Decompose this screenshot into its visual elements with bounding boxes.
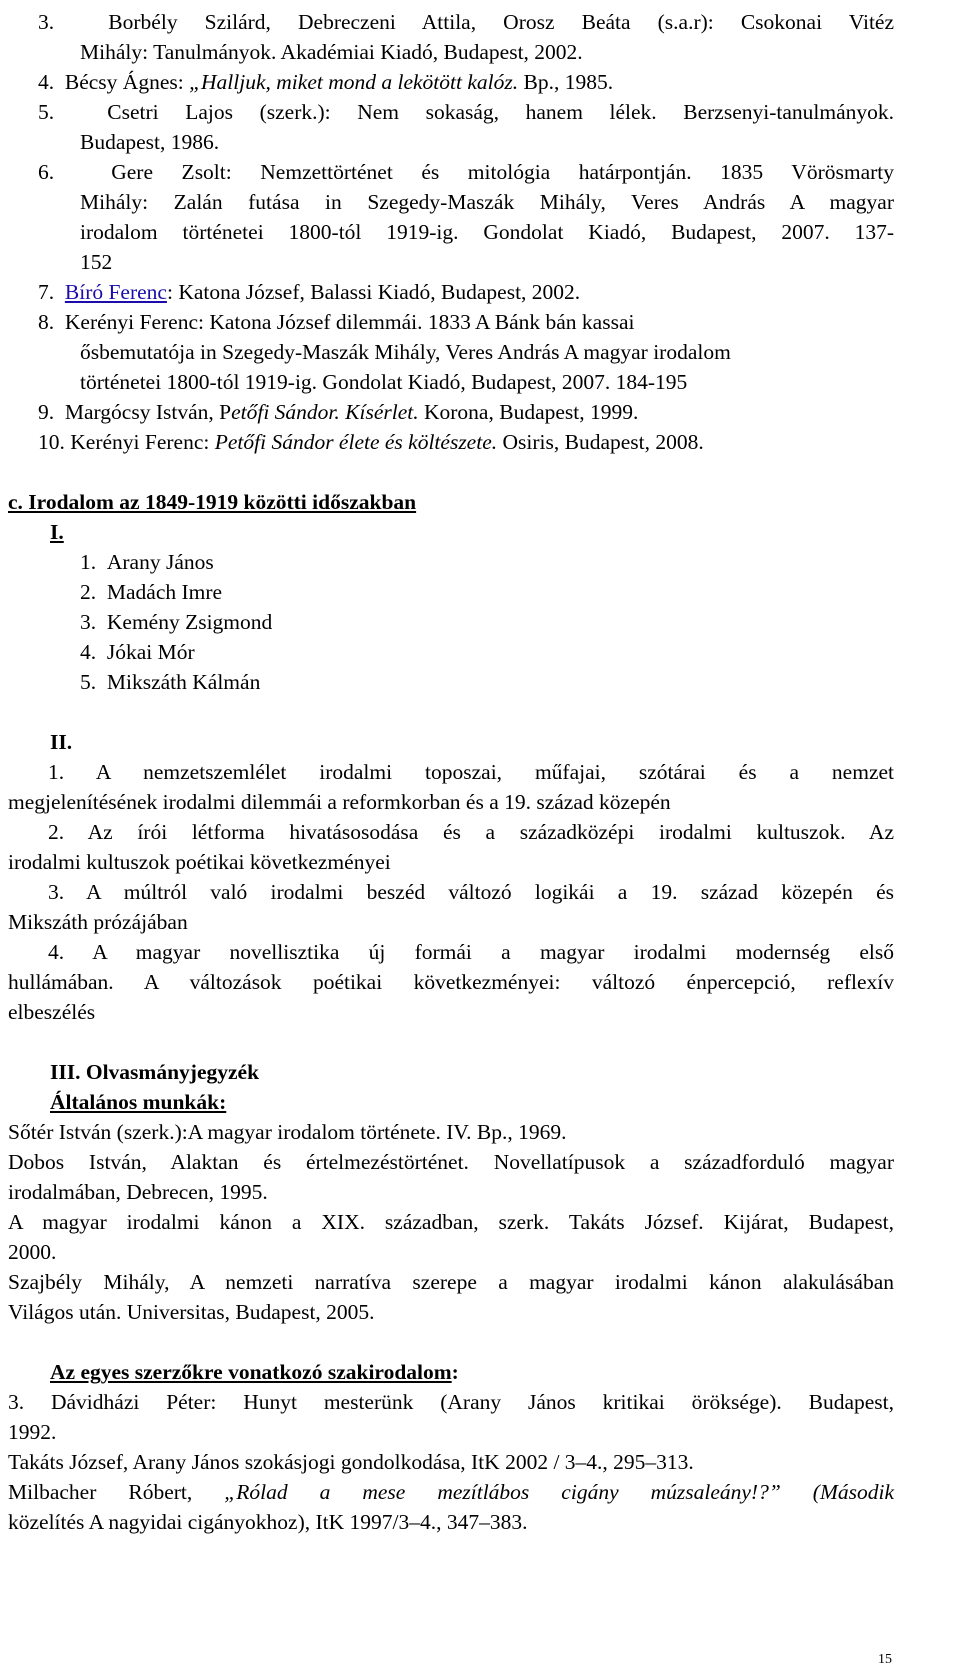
list-item: 2. Madách Imre bbox=[80, 580, 223, 604]
list-item: 10. Kerényi Ferenc: Petőfi Sándor élete és költészete. Osiris, Budapest, 2008. bbox=[38, 430, 704, 454]
list-item: 3. Kemény Zsigmond bbox=[80, 610, 273, 634]
list-item-continuation: irodalom történetei 1800-tól 1919-ig. Gondolat Kiadó, Budapest, 2007. 137- bbox=[80, 220, 894, 244]
reference-continuation: 2000. bbox=[8, 1240, 57, 1264]
list-item: 7. Bíró Ferenc: Katona József, Balassi Kiadó, Budapest, 2002. bbox=[38, 280, 581, 304]
reference-item: Dobos István, Alaktan és értelmezéstörténet. Novellatípusok a századforduló magyar bbox=[8, 1150, 894, 1174]
reference-item: A magyar irodalmi kánon a XIX. században, szerk. Takáts József. Kijárat, Budapest, bbox=[8, 1210, 894, 1234]
part-label: II. bbox=[50, 730, 73, 754]
section-heading: c. Irodalom az 1849-1919 közötti időszakban bbox=[8, 490, 417, 514]
reference-continuation: közelítés A nagyidai cigányokhoz), ItK 1997/3–4., 347–383. bbox=[8, 1510, 528, 1534]
topic-continuation: megjelenítésének irodalmi dilemmái a reformkorban és a 19. század közepén bbox=[8, 790, 671, 814]
list-item-continuation: Mihály: Tanulmányok. Akadémiai Kiadó, Budapest, 2002. bbox=[80, 40, 583, 64]
topic-item: 4. A magyar novellisztika új formái a magyar irodalmi modernség első bbox=[48, 940, 894, 964]
topic-item: 3. A múltról való irodalmi beszéd változó logikái a 19. század közepén és bbox=[48, 880, 894, 904]
reference-item: Szajbély Mihály, A nemzeti narratíva szerepe a magyar irodalmi kánon alakulásában bbox=[8, 1270, 894, 1294]
page-number: 15 bbox=[878, 1652, 892, 1667]
list-item-continuation: 152 bbox=[80, 250, 113, 274]
author-link[interactable]: Bíró Ferenc bbox=[64, 280, 167, 304]
list-item: 1. Arany János bbox=[80, 550, 214, 574]
reference-item: Milbacher Róbert, „Rólad a mese mezítlábos cigány múzsaleány!?” (Második bbox=[8, 1480, 895, 1504]
topic-item: 2. Az írói létforma hivatásosodása és a századközépi irodalmi kultuszok. Az bbox=[48, 820, 894, 844]
topic-continuation: elbeszélés bbox=[8, 1000, 96, 1024]
reference-item: Sőtér István (szerk.):A magyar irodalom története. IV. Bp., 1969. bbox=[8, 1120, 567, 1144]
list-item: 9. Margócsy István, Petőfi Sándor. Kísérlet. Korona, Budapest, 1999. bbox=[38, 400, 639, 424]
list-item-continuation: történetei 1800-tól 1919-ig. Gondolat Kiadó, Budapest, 2007. 184-195 bbox=[80, 370, 688, 394]
list-item-continuation: ősbemutatója in Szegedy-Maszák Mihály, Veres András A magyar irodalom bbox=[80, 340, 731, 364]
list-item: 3. Borbély Szilárd, Debreczeni Attila, Orosz Beáta (s.a.r): Csokonai Vitéz bbox=[38, 10, 895, 34]
list-item: 4. Bécsy Ágnes: „Halljuk, miket mond a lekötött kalóz. Bp., 1985. bbox=[38, 70, 614, 94]
reference-item: 3. Dávidházi Péter: Hunyt mesterünk (Arany János kritikai öröksége). Budapest, bbox=[8, 1390, 894, 1414]
reference-continuation: 1992. bbox=[8, 1420, 57, 1444]
topic-item: 1. A nemzetszemlélet irodalmi toposzai, műfajai, szótárai és a nemzet bbox=[48, 760, 894, 784]
part-label: I. bbox=[50, 520, 64, 544]
list-item: 4. Jókai Mór bbox=[80, 640, 195, 664]
reference-continuation: Világos után. Universitas, Budapest, 2005. bbox=[8, 1300, 375, 1324]
topic-continuation: hullámában. A változások poétikai következményei: változó énpercepció, reflexív bbox=[8, 970, 894, 994]
topic-continuation: Mikszáth prózájában bbox=[8, 910, 188, 934]
list-item: 8. Kerényi Ferenc: Katona József dilemmái. 1833 A Bánk bán kassai bbox=[38, 310, 635, 334]
reference-item: Takáts József, Arany János szokásjogi gondolkodása, ItK 2002 / 3–4., 295–313. bbox=[8, 1450, 694, 1474]
reading-list-heading: III. Olvasmányjegyzék bbox=[50, 1060, 260, 1084]
list-item: 5. Csetri Lajos (szerk.): Nem sokaság, hanem lélek. Berzsenyi-tanulmányok. bbox=[38, 100, 894, 124]
list-item-continuation: Mihály: Zalán futása in Szegedy-Maszák Mihály, Veres András A magyar bbox=[80, 190, 894, 214]
topic-continuation: irodalmi kultuszok poétikai következményei bbox=[8, 850, 391, 874]
list-item: 6. Gere Zsolt: Nemzettörténet és mitológia határpontján. 1835 Vörösmarty bbox=[38, 160, 894, 184]
general-works-heading: Általános munkák: bbox=[50, 1090, 227, 1114]
list-item-continuation: Budapest, 1986. bbox=[80, 130, 220, 154]
author-literature-heading: Az egyes szerzőkre vonatkozó szakirodalom: bbox=[50, 1360, 459, 1384]
reference-continuation: irodalmában, Debrecen, 1995. bbox=[8, 1180, 268, 1204]
list-item: 5. Mikszáth Kálmán bbox=[80, 670, 261, 694]
